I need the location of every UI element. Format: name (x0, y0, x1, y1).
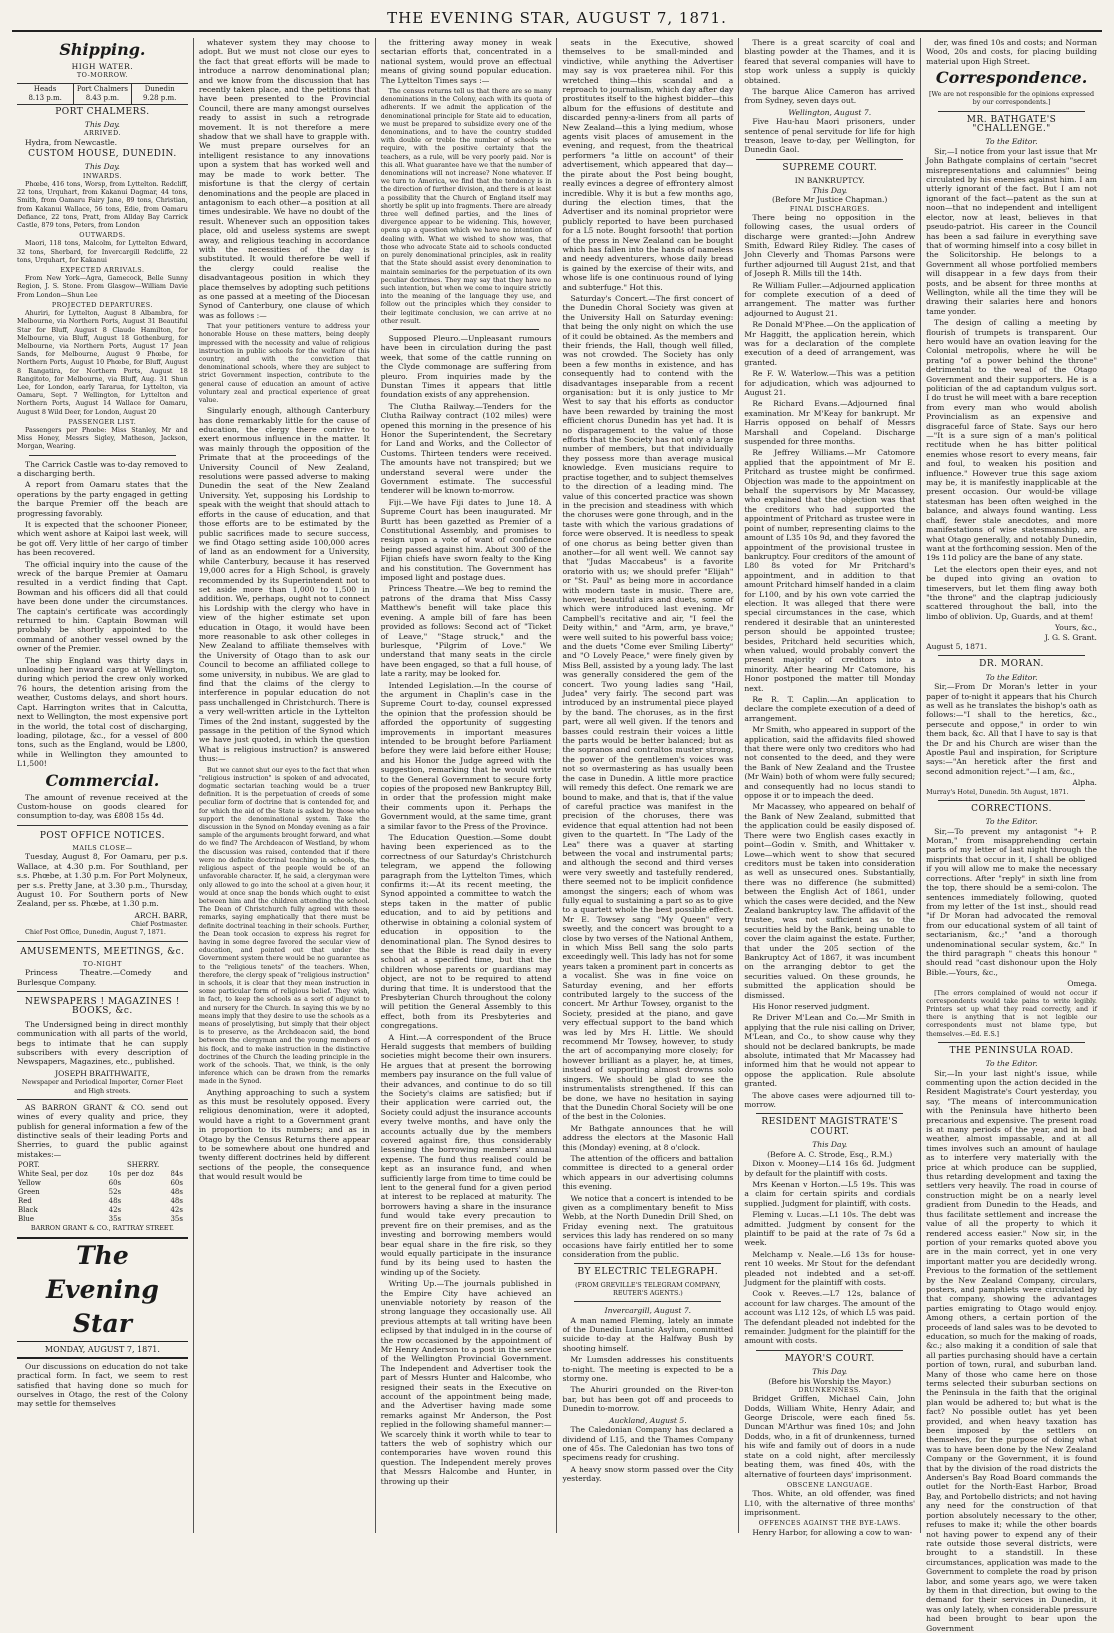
divider (574, 1263, 721, 1264)
news-paragraph: A report from Oamaru states that the operations by the party engaged in getting the barque Premier off the beach are progressing favorably. (17, 480, 188, 518)
telegraph-item: The Caledonian Company has declared a dividend of L15, and the Thames Company one of 45s. The Caledonian has two tons of specimens ready for crushing. (562, 1425, 734, 1463)
to-night-label: TO-NIGHT (82, 960, 122, 969)
tide-time: 8.13 p.m. (28, 93, 62, 102)
post-office-notice (17, 825, 188, 937)
price-cell: per doz (127, 1170, 154, 1179)
price-cell: 60s (170, 1179, 183, 1188)
tide-cell (131, 84, 188, 104)
price-cell (126, 1179, 169, 1188)
court-paragraph: Bridget Griffen, Michael Cain, John Dodds, William White, Henry Adair, and George Driscole, were each fined 5s. Duncan M'Arthur was fined 10s; and John Dodds, who, in a fit of drunkenness, turned his wife and family out of doors in a nude state on a cold night, after mercilessly beating them, was fined 40s, with the alternative of fourteen days' imprisonment. (744, 1394, 916, 1479)
masthead: THE EVENING STAR, AUGUST 7, 1871. (12, 6, 1102, 32)
price-cell: 52s (108, 1188, 122, 1197)
divider (938, 655, 1085, 656)
tide-place: Port Chalmers (76, 84, 128, 93)
this-day-label: This Day. (84, 120, 120, 130)
news-item: Princess Theatre.—We beg to remind the patrons of the drama that Miss Cassy Matthew's benefit will take place this evening. A ample bill of fare has been provided as follows: Second act of "Ticket of Leave," "Stage struck," and the burlesque, "Pilgrim of Love." We understand that many seats in the circle have been engaged, so that a full house, of late a rarity, may be looked for. (380, 584, 552, 679)
newspapers-text: The Undersigned being in direct monthly communication with all parts of the world, begs to intimate that he can supply subscribers with every description of Newspapers, Magazines, etc., published. (17, 1019, 188, 1067)
auckland-dateline: Auckland, August 5. (609, 1415, 687, 1425)
invercargill-dateline: Invercargill, August 7. (604, 1306, 692, 1316)
amusement-text: Princess Theatre.—Comedy and Burlesque Company. (17, 968, 188, 987)
braithwaite-name: JOSEPH BRAITHWAITE, (55, 1068, 150, 1078)
news-paragraph: The official inquiry into the cause of the wreck of the barque Premier at Oamaru resulted in a verdict finding that Capt. Bowman and his officers did all that could have been done under the circumstances. The captain's certificate was accordingly returned to him. Captain Bowman will probably be shortly appointed to the command of another vessel owned by the owner of the Premier. (17, 559, 188, 654)
outwards-text: Maori, 118 tons, Malcolm, for Lyttelton Edward, 32 tons, Sherbard, for Invercargill Redcliffe, 22 tons, Urquhart, for Kakanui (17, 239, 188, 264)
court-paragraph: The above cases were adjourned till to-morrow. (744, 1090, 916, 1110)
table-row (17, 1206, 188, 1215)
news-item: The Education Question.—Some doubt having been experienced as to the correctness of our Saturday's Christchurch telegram, we append the following paragraph from the Lyttelton Times, which confirms it:—At its recent meeting, the Synod appointed a committee to watch the steps taken in the matter of public education, and to aid by petitions and otherwise in obtaining a colonial system of education in opposition to the denominational plan. The Synod desires to see that the Bible is read daily in every school at a specified time, but that the children whose parents or guardians may object, are not to be required to attend during that time. It is understood that the Presbyterian Church throughout the colony will petition the General Assembly to this effect, both from its Presbyteries and congregations. (380, 833, 552, 1031)
price-cell (126, 1215, 169, 1224)
editor-note: [The errors complained of would not occur if correspondents would take pains to write legibly. Printers set up what they read correctly, and if there is anything that is not legible our correspondents must not blame type, but themselves.—Ed. E.S.] (926, 988, 1097, 1038)
column-2 (193, 38, 375, 1533)
price-cell (126, 1188, 169, 1197)
news-item: The attention of the officers and battalion committee is directed to a general order which appears in our advertising columns this evening. (562, 1153, 734, 1192)
court-paragraph: Re F. W. Waterlow.—This was a petition for adjudication, which was adjourned to August 21. (744, 369, 916, 398)
barron-text: AS BARRON GRANT & CO. send out wines of every quality and price, they publish for general information a few of the distinctive seals of their leading Ports and Sherries, to guard the public against mistakes:— (17, 1102, 188, 1159)
divider (938, 111, 1085, 112)
price-cell: 84s (170, 1170, 183, 1179)
divider (29, 455, 176, 456)
newspapers-heading: NEWSPAPERS ! MAGAZINES ! BOOKS, &c. (25, 997, 180, 1017)
court-paragraph: Fleming v. Lucas.—L1 10s. The debt was admitted. Judgment by consent for the plaintiff to be paid at the rate of 7s 6d a week. (744, 1210, 916, 1248)
court-paragraph: der, was fined 10s and costs; and Norman Wood, 20s and costs, for placing building material upon High Street. (926, 38, 1097, 66)
telegraph-item: There is a great scarcity of coal and blasting powder at the Thames, and it is feared that several companies will have to stop work unless a supply is quickly obtained. (744, 38, 916, 85)
bathgate-heading: MR. BATHGATE'S "CHALLENGE." (966, 114, 1057, 135)
price-cell: 60s (108, 1179, 122, 1188)
before-judge: (Before Mr Justice Chapman.) (772, 195, 888, 205)
column-4 (556, 38, 738, 1533)
letter-paragraph: Sir,—In your last night's issue, while commenting upon the action decided in the Resident Magistrate's Court yesterday, you say, "The means of intercommunication with the Peninsula have hitherto been precarious and expensive. The present road is at many periods of the year, and in bad weather, almost impassable, and at all times involves such an amount of haulage as to interfere very materially with the price at which produce can be supplied, thus retarding development and taxing the settlers very heavily. The road in course of construction might be on a nearly level gradient from Dunedin to the Heads, and thus facilitate settlement and increase the value of all the property to which it rendered access easier." Now sir, in the portion of your remarks quoted above you are in the main correct, yet in one very important matter you are decidedly wrong. Previous to the formation of the settlement by the New Zealand Company, circulars, posters, and pamphlets were circulated by that company, showing the advantages parties emigrating to Otago would enjoy. Among others, a certain portion of the proceeds of land sales was to be devoted to education, so much for the making of roads, &c.; also making it a condition of sale that all parties purchasing should have a certain portion of town, rural, and suburban land. Many of those who came here on those terms selected their suburban sections on the Peninsula in the faith that the original plan would be adhered to; but what is the fact? No possible outlet has yet been provided, and when heavy taxation has been imposed by the settlers on themselves, for the purpose of doing what was to have been done by the New Zealand Company or the Government, it is found that by the division of the road districts the Andersen's Bay Road Board commands the outlet for the North-East Harbor, Broad Bay, and Portobello districts; and not having any need for the construction of that portion absolutely necessary to the other, refuses to make it; while the other boards not having power to expend any of their rate outside those several districts, were brought to a standstill. In these circumstances, application was made to the Government to complete the road by prison labor, and some years ago, we were taken by them in that direction, but owing to the demand for their services in Dunedin, it was only lately, when considerable pressure had been brought to bear upon the Government (926, 1068, 1097, 1633)
divider (756, 159, 903, 160)
newspapers-ad (17, 991, 188, 1095)
price-cell: Yellow (18, 1179, 41, 1188)
inwards-text: Phœbe, 416 tons, Worsp, from Lyttelton. Redcliff, 22 tons, Urquhart, from Kakanui Dagmar, 44 tons, Smith, from Oamaru Fairy Jane, 89 tons, Christian, from Kakanui Wallace, 56 tons, Edie, from Oamaru Defiance, 22 tons, Pratt, from Allday Bay Carrick Castle, 879 tons, Peters, from London (17, 180, 188, 230)
telegraph-item: The barque Alice Cameron has arrived from Sydney, seven days out. (744, 87, 916, 106)
custom-house-heading: CUSTOM HOUSE, DUNEDIN. (28, 149, 177, 160)
peninsula-heading: THE PENINSULA ROAD. (949, 1045, 1074, 1056)
telegraph-sub: (FROM GREVILLE'S TELEGRAM COMPANY, REUTER'S AGENTS.) (575, 1280, 721, 1298)
port-chalmers-heading: PORT CHALMERS. (55, 106, 150, 117)
letter-paragraph: Sir,—To prevent my antagonist "+ P. Moran," from misapprehending certain parts of my letter of last night through the misprints that occur in it, I shall be obliged if you will allow me to make the necessary corrections. After "reply" in sixth line from the top, there should be a semi-colon. The sentences immediately following, quoted from my letter of the 1st inst., should read "if Dr Moran had advocated the removal from our educational system of all taint of sectarianism, &c.;" "and a thorough undenominational secular system, &c." In the third paragraph " cheats this honour " should read "cast dishonour upon the Holy Bible.—Yours, &c., (926, 826, 1097, 977)
editorial-start: Our discussions on education do not take practical form. In fact, we seem to rest satisfied that having done so much for ourselves in Otago, the rest of the Colony may settle for themselves (17, 1361, 188, 1409)
to-morrow-label: TO-MORROW. (76, 71, 128, 80)
this-day-label: This Day. (812, 1140, 848, 1150)
price-cell (126, 1206, 169, 1215)
court-paragraph: Re Driver M'Lean and Co.—Mr Smith in applying that the rule nisi calling on Driver, M'Lean, and Co., to show cause why they should not be declared bankrupts, be made absolute, intimated that Mr Macassey had informed him that he would not appear to oppose the application. Rule absolute granted. (744, 1013, 916, 1089)
court-paragraph: Cook v. Reeves.—L7 12s, balance of account for law charges. The amount of the account was L12 12s, of which L5 was paid. The defendant pleaded not indebted for the remainder. Judgment for the plaintiff for the amount with costs. (744, 1289, 916, 1346)
to-editor-label: To the Editor. (985, 817, 1038, 827)
letter-signature: J. G. S. Grant. (1044, 632, 1097, 642)
divider (756, 1113, 903, 1114)
court-paragraph: Mr Smith, who appeared in support of the application, said the affidavits filed showed that there were only two creditors who had not consented to the deed, and they were the Bank of New Zealand and the Trustee (Mr Wain) both of whom were fully secured; and consequently had no locus standi to oppose it or to impeach the deed. (744, 725, 916, 801)
tide-time: 8.43 p.m. (85, 93, 120, 102)
telegraph-item: A heavy snow storm passed over the City yesterday. (562, 1464, 734, 1484)
passenger-text: Passengers per Phœbe: Miss Stanley, Mr and Miss Honey, Messrs Sigley, Matheson, Jackson, Morgan, Wearing. (17, 425, 188, 451)
court-paragraph: Henry Harbor, for allowing a cow to wan- (752, 1527, 913, 1537)
divider (756, 1350, 903, 1351)
table-row (17, 1161, 188, 1170)
telegraph-item: The Ahuriri grounded on the River-ton bar, but has been got off and proceeds to Dunedin to-morrow. (562, 1385, 734, 1414)
barron-grant-ad (17, 1099, 188, 1233)
editorial-paragraph: whatever system they may choose to adopt. But we must not close our eyes to the fact that great efforts will be made to introduce a narrow denominational plan; and we know from the discussion that has recently taken place, and the petitions that have been presented to the Provincial Council, there are many amongst ourselves ready to assist in such a retrograde movement. It is not therefore a mere shadow that we shall have to grapple with. We must prepare ourselves for an intelligent resistance to any innovations upon a system that has worked well and may be made to work better. The misfortune is that the clergy of certain denominations and the people are placed in antagonism to each other—a position at all times undesirable. We have no doubt of the result. Whenever such an opposition takes place, old and useless systems are swept away, and religious teaching in accordance with the necessities of the day is substituted. It would therefore be well if the clergy could realise the disadvantageous position in which they place themselves by adopting such petitions as one passed at a meeting of the Diocesan Synod of Canterbury, one clause of which was as follows :— (198, 38, 370, 320)
divider (938, 800, 1085, 801)
column-5 (738, 38, 920, 1537)
drunkenness-label: DRUNKENNESS. (798, 1386, 862, 1395)
tide-place: Heads (33, 84, 57, 93)
court-paragraph: Re Richard Evans.—Adjourned final examination. Mr M'Keay for bankrupt. Mr Harris opposed on behalf of Messrs Marshall and Copeland. Discharge suspended for three months. (744, 399, 916, 447)
columns (12, 38, 1102, 1633)
tide-place: Dunedin (144, 84, 175, 93)
price-header: SHERRY. (127, 1161, 160, 1170)
dateline: MONDAY, AUGUST 7, 1871. (17, 1344, 188, 1358)
tide-time: 9.28 p.m. (143, 93, 177, 102)
price-cell: 10s (108, 1170, 122, 1179)
expected-label: EXPECTED ARRIVALS. (60, 266, 145, 275)
byelaws-label: OFFENCES AGAINST THE BYE-LAWS. (758, 1519, 901, 1528)
news-item: Fiji.—We have Fiji dates to June 18. A Supreme Court has been inaugurated. Mr Burtt has been gazetted as Premier of a Constitutional Assembly, and promises to resign upon a vote of want of confidence being passed against him. About 300 of the Fijian chiefs have sworn fealty to the King and his constitution. The Government has imposed light and postage dues. (380, 497, 552, 583)
post-date: Chief Post Office, Dunedin, August 7, 1871. (25, 928, 166, 937)
news-item: Intended Legislation.—In the course of the argument in Chaplin's case in the Supreme Court to-day, counsel expressed the opinion that the profession should be afforded the opportunity of suggesting improvements in important measures intended to be brought before Parliament before they were laid before either House; and his Honor the Judge agreed with the suggestion, remarking that he would write to the General Government to secure forty copies of the proposed new Bankruptcy Bill, in order that the profession might make their comments upon it. Perhaps the Government would, at the same time, grant a similar favor to the Press of the Province. (380, 680, 552, 831)
inwards-label: INWARDS. (82, 171, 122, 180)
price-cell: 42s (108, 1206, 122, 1215)
braithwaite-sub: Newspaper and Periodical Importer, Corner Fleet and High streets. (21, 1078, 183, 1095)
postmaster-title: Chief Postmaster. (130, 920, 188, 929)
expected-text: From New York—Agra, Gamecock, Belle Sunny Region, J. S. Stone. From Glasgow—William Davie From London—Shun Lee (17, 274, 188, 299)
this-day-label: This Day. (812, 1367, 848, 1377)
mails-close-label: MAILS CLOSE— (72, 844, 133, 853)
price-cell: 35s (170, 1215, 183, 1224)
editorial-paragraph: Singularly enough, although Canterbury has done remarkably little for the cause of education, the clergy there contrive to exert enormous influence in the matter. It was mainly through the opposition of the Primate that at the proceedings of the University Council of New Zealand, resolutions were passed adverse to making Dunedin the seat of the New Zealand University. Yet, supposing his Lordship to speak with the weight that should attach to efforts in the cause of education, and that those efforts are to be estimated by the public sacrifices made to secure success, we find Otago setting aside 100,000 acres of land as an endowment for a University, while Canterbury, because it has reserved 19,000 acres for a High School, is gravely recommended by its Superintendent not to set aside more than 1,000 to 1,500 in addition. We, perhaps, ought not to connect his Lordship with the clergy who have in view of the higher estimate set upon education in Otago, it would have been more reasonable to ask other colleges in New Zealand to affiliate themselves with the University of Otago than to ask our Council to become an affiliated college to some university, in nubibus. We are glad to find that the claims of the clergy to interference in popular education do not pass unchallenged in Christchurch. There is a very well-written article in the Lyttelton Times of the 2nd instant, suggested by the passage in the petition of the Synod which we have just quoted, in which the question What is religious instruction? is answered thus:— (198, 406, 370, 764)
editorial-paragraph: Anything approaching to such a system as this must be resolutely opposed. Every religious denomination, were it adopted, would have a right to a Government grant in proportion to its numbers; and as in Otago by the Census Returns there appear to be somewhere about one hundred and twenty different doctrines held by different sections of the people, the consequence that would result would be (198, 1087, 370, 1182)
letter-yours: Yours, &c., (1054, 623, 1097, 633)
postmaster-name: ARCH. BARR, (134, 910, 188, 920)
column-3 (375, 38, 557, 1533)
telegraph-item: Five Hau-hau Maori prisoners, under sentence of penal servitude for life for high treason, leave to-day, per Wellington, for Dunedin Gaol. (744, 117, 916, 155)
court-paragraph: Re Jeffrey Williams.—Mr Catomore applied that the appointment of Mr E. Pritchard as trustee might be confirmed. Objection was made to the appointment on behalf the supervisors by Mr Macassey, who explained that the objection was that the creditors who had supported the appointment of Pritchard as trustee were in point of number, representing claims to the amount of L35 10s 9d, and they favored the appointment of the provisional trustee in bankruptcy. Four creditors of the amount of L80 8s voted for Mr Pritchard's appointment, and in addition to that amount Pritchard himself handed in a claim for L100, and by his own vote carried the election. It was alleged that there were special circumstances in the case, which rendered it desirable that an uninterested person should be appointed trustee; besides, Pritchard held securities which, when valued, would probably convert the present majority of creditors into a minority. After hearing Mr Catomore, his Honor postponed the matter till Monday next. (744, 448, 916, 693)
telegraph-item: Mr Lumsden addresses his constituents to-night. The meeting is expected to be a stormy one. (562, 1355, 734, 1384)
price-cell: 42s (170, 1206, 183, 1215)
court-paragraph: Re R. T. Caplin.—An application to declare the complete execution of a deed of arrangement. (744, 695, 916, 723)
court-paragraph: Re William Fuller.—Adjourned application for complete execution of a deed of arrangement. The matter was further adjourned to August 21. (744, 280, 916, 318)
projected-text: Ahuriri, for Lyttelton, August 8 Albambra, for Melbourne, via Northern Ports, August 31 Beautiful Star for Bluff, August 8 Claude Hamilton, for Melbourne, via Bluff, August 18 Gothenburg, for Melbourne, via Northern Ports, August 17 Jean Sands, for Melbourne, August 9 Phœbe, for Northern Ports, August 10 Phœbe, for Bluff, August 8 Rangatira, for Northern Ports, August 18 Rangitoto, for Melbourne, via Bluff, Aug. 31 Shun Lee, for London, early Tararua, for Lyttelton, via Oamaru, Sept. 7 Wellington, for Lyttelton and Northern Ports, August 14 Wallace for Oamaru, August 8 Wild Deer, for London, August 20 (17, 309, 188, 416)
price-cell: Black (18, 1206, 38, 1215)
news-item: Saturday's Concert.—The first concert of the Dunedin Choral Society was given at the University Hall on Saturday evening: that being the only night on which the use of it could be obtained. As the members and their friends, the Hall, though well filled, was not crowded. The Society has only been a few months in existence, and has consequently had to contend with the disadvantages inseparable from a recent organisation: but it is only justice to Mr West to say that his efforts as conductor have been rewarded by training the most efficient chorus Dunedin has yet had. It is no disparagement to the value of those efforts that the Society has not only a large number of members, but that individually they possess more than average musical knowledge. Even musicians require to practise together, and to subject themselves to the direction of a leading mind. The value of this concerted practice was shown in the precision and steadiness with which the choruses were gone through, and in the taste with which the various gradations of force were observed. It is needless to speak of one chorus as being better given than another—for all went well. We cannot say that "Judas Maccabeus" is a favorite oratorio with us; we should prefer "Elijah" or "St. Paul" as being more in accordance with modern taste in music. There are, however, beautiful airs and duets, some of which were introduced last evening. Mr Campbell's recitative and air, "I feel the Deity within," and "Arm, arm, ye brave," were well suited to his powerful bass voice; and the duets "Come ever Smiling Liberty" and "O Lovely Peace," were finely given by Miss Bell, assisted by a young lady. The last was generally considered the gem of the concert. Two young ladies sang "Hail, Judea" very fairly. The second part was introduced by an instrumental piece played by the band. The choruses, as in the first part, were all well given. If the tenors and basses could restrain their voices a little the parts would be better balanced; but as the sopranos and contraltos muster strong, the power of the gentlemen's voices was not so overmastering as has usually been the case in Dunedin. A little more practice will remedy this defect. One remark we are bound to make, and that is, that if the value of careful practice was manifest in the precision of the choruses, there was evidence that equal attention had not been given to the quartett. In "The Lady of the Lea" there was a quaver at starting between the vocal and instrumental parts; and although the second and third verses were very sweetly and tastefully rendered, there seemed not to be implicit confidence amongst the singers; each of whom was fully equal to sustaining a part so as to give to a quartett whole the best possible effect. Mr E. Towsey sang "My Queen" very sweetly, and the concert was brought to a close by two verses of the National Anthem, in which Miss Bell sang the solo parts exceedingly well. This lady has not for some years taken a prominent part in concerts as a vocalist. She was in fine voice on Saturday evening, and her efforts contributed largely to the success of the concert. Mr Arthur Towsey, organist to the Society, presided at the piano, and gave very effectual support to the band which was led by Mrs H. Little. We should recommend Mr Towsey, however, to study the art of accompanying more closely; for however brilliant as a player, he, at times, instead of supporting almost drowns solo singers. We should be glad to see the instrumentalists strengthened. If this can be done, we have no hesitation in saying that the Dunedin Choral Society will be one of the best in the Colonies. (562, 293, 734, 1122)
court-paragraph: Mrs Keenan v Horton.—L5 19s. This was a claim for certain spirits and cordials supplied. Judgment for plaintiff, with costs. (744, 1179, 916, 1208)
price-cell: 48s (108, 1197, 122, 1206)
table-row (17, 1170, 188, 1179)
letter-paragraph: Sir,—I notice from your last issue that Mr John Bathgate complains of certain "secret misrepresentations and calumnies" being circulated by his enemies against him. I am utterly ignorant of the fact. But I am not ignorant of the fact—patent as the sun at noon—that no independent and intelligent elector, now at least, believes in that pseudo-patriot. His career in the Council has been a sad failure in everything save that of worming himself into a cosy billet in the Solicitorship. He belongs to a Government all whose portfolied members will disappear in a few days from their posts, and be absent for three months at Wellington, while all the time they will be drawing their salaries here and honors tame yonder. (926, 146, 1097, 316)
court-paragraph: His Honor reserved judgment. (752, 1002, 870, 1012)
commercial-heading: Commercial. (45, 770, 160, 790)
divider (393, 329, 540, 330)
table-row (17, 1197, 188, 1206)
resident-magistrate-heading: RESIDENT MAGISTRATE'S COURT. (761, 1117, 899, 1137)
news-paragraph: It is expected that the schooner Pioneer, which went ashore at Kaipoi last week, will be got off. Very little of her cargo of timber has been recovered. (17, 519, 188, 558)
before-mayor: (Before his Worship the Mayor.) (768, 1376, 892, 1386)
news-item: Supposed Pleuro.—Unpleasant rumours have been in circulation during the past week, that some of the cattle running on the Clyde commonage are suffering from pleuro. From inquiries made by the Dunstan Times it appears that little foundation exists of any apprehension. (380, 333, 552, 400)
telegraph-item: A man named Fleming, lately an inmate of the Dunedin Lunatic Asylum, committed suicide to-day at the Halfway Bush by shooting himself. (562, 1315, 734, 1353)
moran-heading: DR. MORAN. (979, 659, 1044, 670)
petition-quote: That your petitioners venture to address your honorable House on these matters, being deeply impressed with the necessity and value of religious instruction in public schools for the welfare of this country, and with the conviction that denominational schools, where they are subject to strict Government inspection, contribute to the general cause of education an amount of active voluntary zeal and practical experience of great value. (198, 322, 370, 405)
price-cell: 35s (108, 1215, 122, 1224)
news-item: Mr Bathgate announces that he will address the electors at the Masonic Hall this (Monday) evening, at 8 o'clock. (562, 1123, 734, 1152)
news-paragraph: The ship England was thirty days in unloading her inward cargo at Wellington, during which period the crew only worked 76 hours, the detention arising from the weather, Customs delays, and short hours. Capt. Harrington writes that in Calcutta, next to Wellington, the most expensive port in the world, the total cost of discharging, loading, pilotage, &c., for a vessel of 800 tons, such as the England, would be L800, while in Wellington they amounted to L1,500! (17, 655, 188, 769)
paper-logo: The Evening Star (17, 1237, 188, 1342)
high-water-heading: HIGH WATER. (71, 62, 134, 71)
letter-place: Murray's Hotel, Dunedin. 5th August, 1871. (926, 787, 1069, 796)
news-item: A Hint.—A correspondent of the Bruce Herald suggests that members of building societies might become their own insurers. He argues that at present the borrowing members pay insurance on the full value of their advances, and continue to do so till the Society's claims are satisfied; but if their application were carried out, the Society could adjust the insurance accounts every twelve months, and have only the accounts actually due by the members covered against fire, thus considerably lessening the borrowing members' annual expense. The fund thus realised could be kept as an insurance fund, and when sufficiently large from time to time could be lent to the general fund for a given period at interest to be replaced at maturity. The borrowers having a share in the insurance fund would take every precaution to prevent fire on their premises, and as the investing and borrowing members would bear equal share in the fire risk, so they would equally participate in the insurance fund by its being used to hasten the winding up of the Society. (380, 1032, 552, 1277)
obscene-label: OBSCENE LANGUAGE. (786, 1480, 873, 1489)
letter-paragraph: Sir,—From Dr Moran's letter in your paper of to-night it appears that his Church as well as he translates the bishop's oath as follows:—"I shall to the heretics, &c., persecute and oppose," in order to win them back, &c. All that I have to say is that the Dr and his Church are wiser than the Apostle Paul and inspiration, for Scripture says:—"An heretick after the first and second admonition reject."—I am, &c., (926, 682, 1097, 776)
court-paragraph: Re Donald M'Phee.—On the application of Mr Haggitt, the application herein, which was for a declaration of the complete execution of a deed of arrangement, was granted. (744, 320, 916, 367)
table-row (17, 1188, 188, 1197)
news-item: We notice that a concert is intended to be given as a complimentary benefit to Miss Webb, at the North Dunedin Drill Shed, on Friday evening next. The gratuitous services this lady has rendered on so many occasions have fairly entitled her to some consideration from the public. (562, 1193, 734, 1259)
corrections-heading: CORRECTIONS. (971, 803, 1052, 814)
price-header: PORT. (18, 1161, 40, 1170)
news-item: The Clutha Railway.—Tenders for the Clutha Railway contract (102 miles) were opened this morning in the presence of his Honor the Superintendent, the Secretary for Land and Works, and the Collector of Customs. Thirteen tenders were received. The amounts have not transpired; but we understand several were under the Government estimate. The successful tenderer will be known to-morrow. (380, 401, 552, 496)
letter-signature: Alpha. (1072, 778, 1097, 788)
court-paragraph: Dixon v. Mooney—L14 16s 6d. Judgment by default for the plaintiff with costs. (744, 1159, 916, 1178)
column-6 (920, 38, 1102, 1633)
before-magistrate: (Before A. C. Strode, Esq., R.M.) (767, 1149, 893, 1159)
price-cell: White Seal, per doz (18, 1170, 88, 1179)
letter-signature: Omega. (1067, 979, 1097, 989)
news-item: Writing Up.—The journals published in the Empire City have achieved an unenviable notoriety by reason of the strong language they occasionally use. All previous attempts at tall writing have been eclipsed by that indulged in in the course of the row occasioned by the appointment of Mr Henry Anderson to a post in the service of the Wellington Provincial Government. The Independent and Advertiser took the part of Messrs Hunter and Halcombe, who resigned their seats in the Executive on account of the appointment being made, and the Advertiser having made some remarks against Mr Anderson, the Post replied in the following shameful manner:—We scarcely think it worth while to tear to tatters the web of sophistry which our contemporaries have woven round this question. The Independent merely proves that Messrs Halcombe and Hunter, in throwing up their (380, 1279, 552, 1486)
to-editor-label: To the Editor. (985, 672, 1038, 682)
projected-label: PROJECTED DEPARTURES. (51, 300, 153, 309)
bankruptcy-heading: IN BANKRUPTCY. (794, 176, 865, 186)
news-paragraph: The Carrick Castle was to-day removed to a discharging berth. (17, 459, 188, 478)
editorial-paragraph: the frittering away money in weak sectarian efforts that, concentrated in a national system, would prove an effectual means of giving sound popular education. The Lyttelton Times says :— (380, 38, 552, 85)
court-paragraph: Melchamp v. Neale.—L6 13s for house-rent 10 weeks. Mr Stout for the defendant pleaded not indebted and a set-off. Judgment for the plaintiff with costs. (744, 1249, 916, 1287)
census-quote: The census returns tell us that there are so many denominations in the Colony, each with its quota of adherents. If we admit the application of the denominational principle for State aid to education, we must be prepared to subsidize every one of the denominations, and to have the country studded with double or treble the number of schools we require, with the positive certainty that the teachers, as a rule, will be very poorly paid. Nor is this all. What guarantee have we that the number of denominations will not increase? None whatever. If we turn to America, we find that the tendency is in the direction of further division, and there is at least a possibility that the Church of England itself may shortly be split up into fragments. There are already three well defined parties, and the lines of divergence appear to be widening. This, however, opens up a question which we have no intention of dealing with. What we wished to show was, that those who advocate State aid to schools conducted on purely denominational principles, ask in reality that the State should assist every denomination to maintain seminaries for the perpetuation of its own peculiar doctrines. They may say that they have no such intention, but when we come to inquire strictly into the meaning of the language they use, and follow out the principles which they consider to their legitimate conclusion, we can arrive at no other result. (380, 87, 552, 325)
price-cell: 48s (170, 1197, 183, 1206)
table-row (17, 1215, 188, 1224)
news-item: seats in the Executive, showed themselves to be small-minded and vindictive, while anything the Advertiser may say is vox praeterea nihil. For this wretched thing—this scandal and a reproach to journalism, which day after day prostitutes itself to the highest bidder—this album for the effusions of destitute and discarded penny-a-liners from all parts of New Zealand—this a lying medium, whose agents visit places of amusement in the evening, and request, from the theatrical performers "a little on account" of their advertisement, which appeared that day—the pirate about the Post being bought, really evinces a degree of effrontery almost incredible. Why it is but a few months ago, during the election times, that the Advertiser and its nominal proprietor were publicly reported to have been purchased for a L5 note. Bought forsooth! that portion of the press in New Zealand can be bought which has fallen into the hands of nameless and needy adventurers, whose daily bread is gained by the exercise of their wits, and whose life is one continuous round of lying and subterfuge." Hot this. (562, 38, 734, 292)
amusements-notice (17, 941, 188, 987)
this-day-label: This Day. (812, 185, 848, 195)
telegraph-heading: BY ELECTRIC TELEGRAPH. (577, 1267, 719, 1278)
price-cell: Red (18, 1197, 32, 1206)
final-discharges-label: FINAL DISCHARGES. (789, 204, 870, 213)
supreme-court-heading: SUPREME COURT. (782, 162, 878, 173)
court-paragraph: Thos. White, an old offender, was fined L10, with the alternative of three months' imprisonment. (744, 1489, 916, 1517)
table-row (17, 1179, 188, 1188)
to-editor-label: To the Editor. (985, 1059, 1038, 1069)
price-cell: 48s (170, 1188, 183, 1197)
price-cell (126, 1197, 169, 1206)
arrived-text: Hydra, from Newcastle. (25, 137, 118, 147)
passenger-label: PASSENGER LIST. (68, 417, 137, 426)
price-table (17, 1161, 188, 1224)
post-text: Tuesday, August 8, For Oamaru, per p.s. Wallace, at 4.30 p.m. For Southland, per s.s. Phœbe, at 1.30 p.m. For Port Molyneux, per s.s. Pretty Jane, at 3.30 p.m., Thursday, August 10. For Southern ports of New Zealand, per ss. Phœbe, at 1.30 p.m. (17, 852, 188, 909)
this-day-label: This Day. (84, 162, 120, 172)
arrived-label: ARRIVED. (83, 129, 121, 138)
shipping-heading: Shipping. (59, 40, 146, 59)
disclaimer: [We are not responsible for the opinions expressed by our correspondents.] (929, 90, 1095, 107)
letter-paragraph: Let the electors open their eyes, and not be duped into giving an ovation to timeservers, but let them fling away both "the throne" and the claptrap judiciously scattered throughout the ball, into the limbo of oblivion. Up, Guards, and at them! (926, 564, 1097, 621)
to-editor-label: To the Editor. (985, 137, 1038, 147)
commercial-text: The amount of revenue received at the Custom-house on goods cleared for consumption to-day, was £808 15s 4d. (17, 792, 188, 821)
post-office-heading: POST OFFICE NOTICES. (39, 830, 165, 841)
letter-paragraph: The design of calling a meeting by flourish of trumpets is transparent. Our hero would have an ovation leaving for the Colonial metropolis, where he will be prating "of a power behind the throne" detrimental to the weal of the Otago Government and their supporters. He is a politician of the ad captandum vulgus sort. I do trust he will meet with a bare reception from every man who would abolish Provincialism as an expensive and disgraceful farce of State. Says our hero—"It is a sure sign of a man's political rectitude when he has bitter political enemies whose resort to every means, fair and foul, to weaken his position and influence." However true this sage axiom may be, it is manifestly inapplicable at the present occasion. Our would-be village statesman has been often weighed in the balance, and always found wanting. Less chaff, fewer stale anecdotes, and more manifestations of wise statesmanship, are what Otago generally, and notably Dunedin, want at the forthcoming session. Men of the 19s 11d policy are the bane of any state. (926, 318, 1097, 563)
price-cell: Green (18, 1188, 40, 1197)
court-paragraph: Mr Macassey, who appeared on behalf of the Bank of New Zealand, submitted that the application could be easily disposed of. There were two English cases exactly in point—Godin v. Smith, and Whittaker v. Lowe—which went to show that secured creditors must be taken into consideration as well as unsecured ones. Substantially, there was no difference (he submitted) between the English Act of 1861, under which the cases were decided, and the New Zealand bankruptcy law. The affidavit of the trustee, was not sufficient as to the securities held by the Bank, being unable to cover the claim against the estate. Further, that under the 205 section of the Bankruptcy Act of 1867, it was incumbent on the arranging debtor to get the securities valued. On these grounds, he submitted the application should be dismissed. (744, 802, 916, 1000)
mayors-court-heading: MAYOR'S COURT. (784, 1353, 875, 1364)
outwards-label: OUTWARDS. (79, 231, 126, 240)
column-1 (12, 38, 193, 1533)
divider (574, 1301, 721, 1302)
letter-date: August 5, 1871. (926, 641, 988, 651)
price-cell: Blue (18, 1215, 35, 1224)
lyttelton-quote: But we cannot shut our eyes to the fact that when "religious instruction" is spoken of and advocated, dogmatic sectarian teaching would be a truer definition. It is the perpetuation of creeds of some peculiar form of doctrine that is contended for, and for which the aid of the State is asked by those who support the denominational system. Take the discussion in the Synod on Monday evening as a fair sample of the arguments brought forward, and what do we find? The Archdeacon of Westland, by whom the discussion was raised, contended that if there were no definite doctrinal teaching in schools, the religious aspect of the people would be of an unfavorable character. If, he said, a clergyman were only allowed to go into the school at a given hour, it would at once snap the bonds which ought to exist between him and the children attending the school. The Dean of Christchurch fully agreed with these remarks, saying emphatically that there must be definite doctrinal teaching in their schools. Further, the Dean took occasion to express his regret for having in some degree favored the secular view of education, and pointed out that under the Government system there would be no guarantee as to the "religious tenets" of the teachers. When, therefore, the clergy speak of "religious instruction" in schools, it is clear that they mean instruction in some particular form of religious belief. They wish, in fact, to keep the schools as a sort of adjunct to and nursery for the Church. In saying this we by no means imply that they desire to use the schools as a means of proselytising, but simply that their object is to preserve, as the Archdeacon said, the bond between the clergyman and the young members of his flock, and to make instruction in the distinctive doctrines of the Church the leading principle in the work of the schools. That, we think, is the only inference which can be drawn from the remarks made in the Synod. (198, 765, 370, 1086)
barron-signature: BARRON GRANT & CO., RATTRAY STREET. (30, 1224, 174, 1233)
tide-cell (17, 84, 73, 104)
amusements-heading: AMUSEMENTS, MEETINGS, &c. (20, 946, 185, 957)
tide-table (17, 83, 188, 105)
divider (938, 1042, 1085, 1043)
tide-cell (73, 84, 130, 104)
wellington-dateline: Wellington, August 7. (788, 107, 872, 117)
correspondence-heading: Correspondence. (935, 68, 1088, 88)
court-paragraph: There being no opposition in the following cases, the usual orders of discharge were granted:—John Andrew Smith, Edward Riley Ridley. The cases of John Cleverly and Thomas Parsons were further adjourned till August 21st, and that of Joseph R. Mills till the 14th. (744, 212, 916, 279)
